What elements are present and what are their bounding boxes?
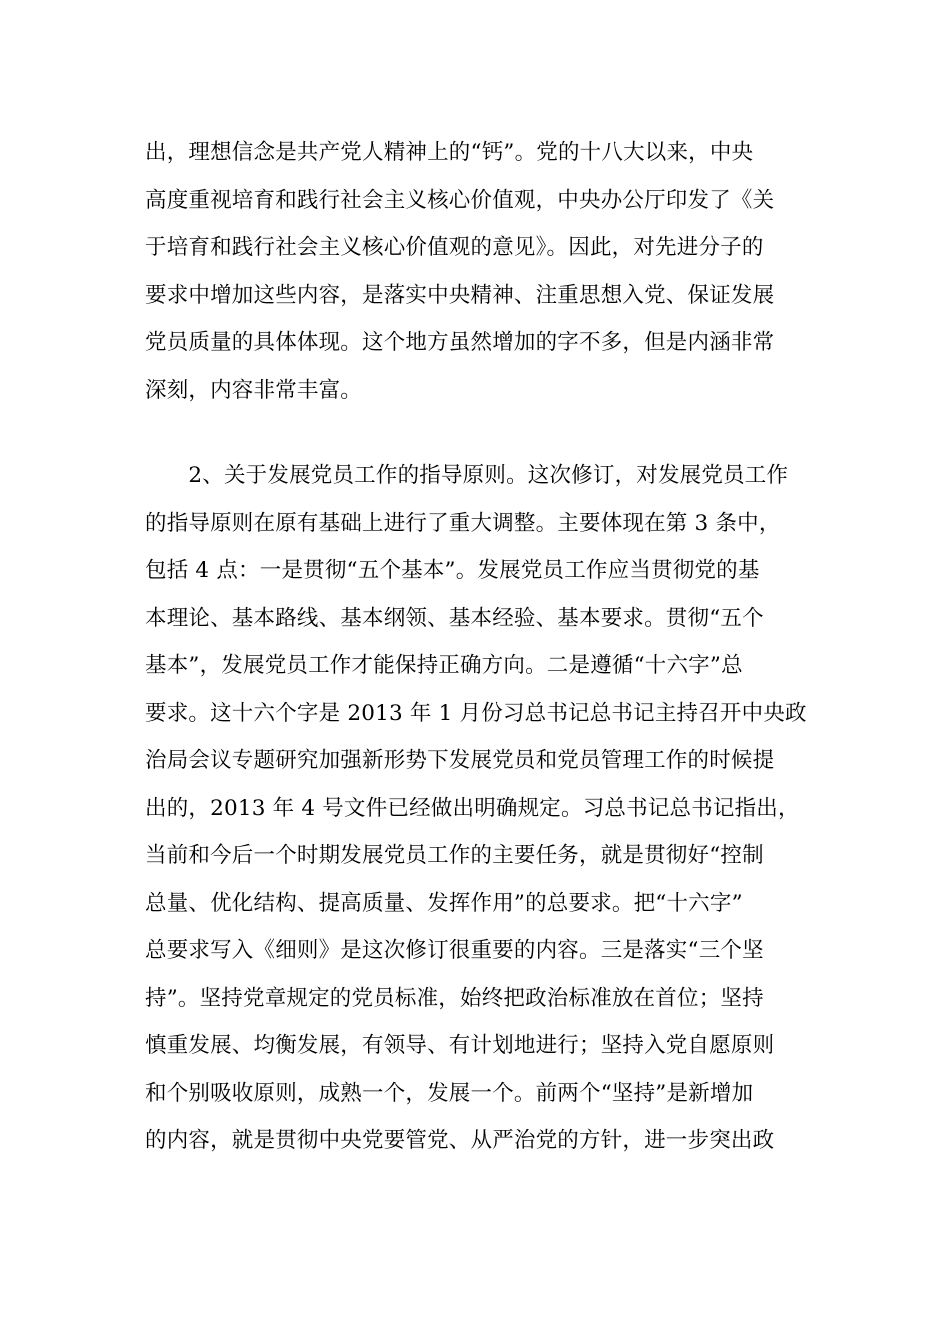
text-line: 持”。坚持党章规定的党员标准，始终把政治标准放在首位；坚持: [145, 985, 764, 1011]
text-line: 于培育和践行社会主义核心价值观的意见》。因此，对先进分子的: [145, 235, 764, 260]
text-line: 慎重发展、均衡发展，有领导、有计划地进行；坚持入党自愿原则: [145, 1033, 775, 1058]
text-line: 高度重视培育和践行社会主义核心价值观，中央办公厅印发了《关: [145, 187, 775, 213]
text-line: 包括 4 点：一是贯彻“五个基本”。发展党员工作应当贯彻党的基: [145, 558, 760, 583]
text-line: 总要求写入《细则》是这次修订很重要的内容。三是落实“三个坚: [145, 938, 764, 963]
text-line: 要求。这十六个字是 2013 年 1 月份习总书记总书记主持召开中央政: [145, 700, 807, 726]
paragraph-2: [145, 452, 805, 1165]
text-line: 出，理想信念是共产党人精神上的“钙”。党的十八大以来，中央: [145, 140, 754, 165]
text-line: 出的，2013 年 4 号文件已经做出明确规定。习总书记总书记指出，: [145, 795, 800, 821]
text-line: 的内容，就是贯彻中央党要管党、从严治党的方针，进一步突出政: [145, 1128, 775, 1153]
text-line: 要求中增加这些内容，是落实中央精神、注重思想入党、保证发展: [145, 282, 775, 308]
text-line: 本理论、基本路线、基本纲领、基本经验、基本要求。贯彻“五个: [145, 605, 764, 631]
text-line: 的指导原则在原有基础上进行了重大调整。主要体现在第 3 条中，: [145, 510, 781, 536]
paragraph-1: [145, 129, 805, 414]
text-line: 和个别吸收原则，成熟一个，发展一个。前两个“坚持”是新增加: [145, 1080, 754, 1106]
text-line: 2、关于发展党员工作的指导原则。这次修订，对发展党员工作: [145, 463, 789, 488]
text-line: 深刻，内容非常丰富。: [145, 377, 363, 403]
text-line: 总量、优化结构、提高质量、发挥作用”的总要求。把“十六字”: [145, 890, 743, 916]
text-line: 治局会议专题研究加强新形势下发展党员和党员管理工作的时候提: [145, 748, 775, 773]
text-line: 党员质量的具体体现。这个地方虽然增加的字不多，但是内涵非常: [145, 330, 775, 355]
text-line: 基本”，发展党员工作才能保持正确方向。二是遵循“十六字”总: [145, 653, 743, 678]
text-line: 当前和今后一个时期发展党员工作的主要任务，就是贯彻好“控制: [145, 843, 764, 868]
